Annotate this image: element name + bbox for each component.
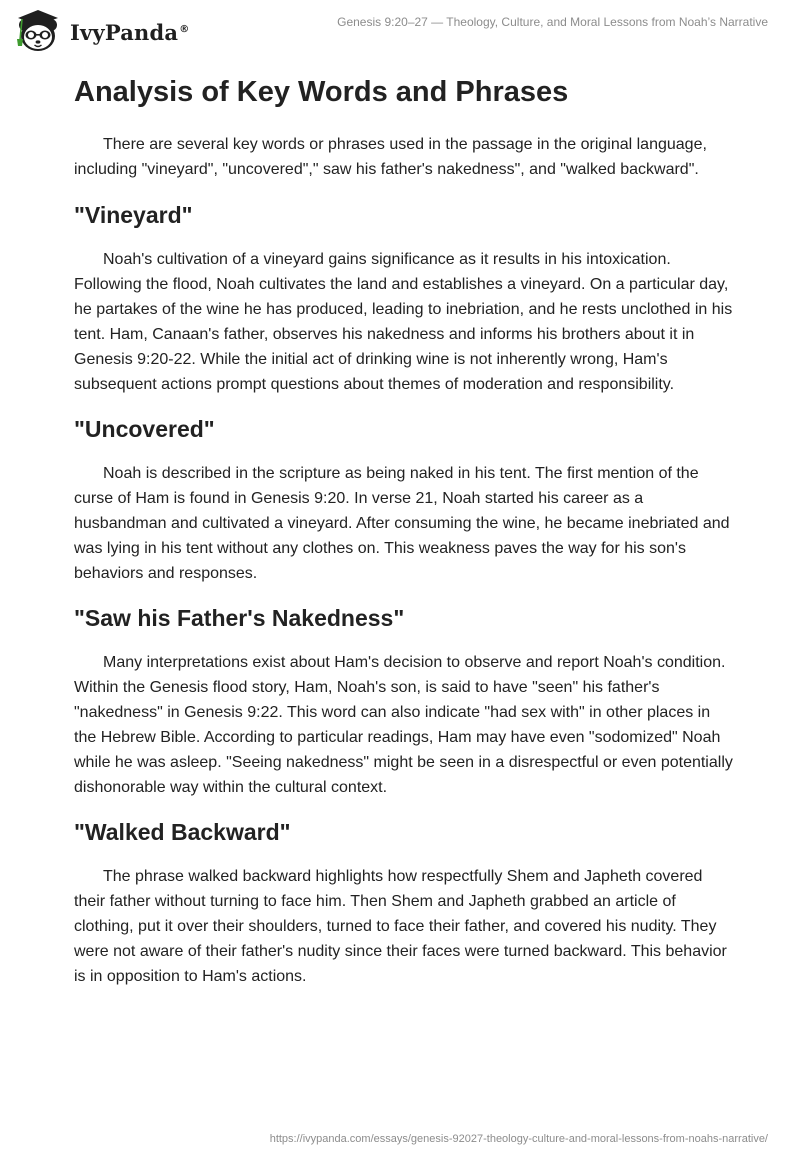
document-title: Genesis 9:20–27 — Theology, Culture, and Moral Lessons from Noah’s Narrative bbox=[337, 15, 768, 29]
panda-graduation-cap-icon bbox=[14, 8, 62, 54]
intro-paragraph: There are several key words or phrases used in the passage in the original language, including "vineyard", "uncovered"," saw his father's nakedness", and "walked backward". bbox=[74, 136, 707, 178]
source-url[interactable]: https://ivypanda.com/essays/genesis-92027-theology-culture-and-moral-lessons-from-noahs-narrative/ bbox=[269, 1133, 768, 1145]
page-header bbox=[0, 0, 800, 60]
section-heading-vineyard: "Vineyard" bbox=[74, 202, 193, 228]
article-body bbox=[74, 70, 734, 989]
section-heading-walked-backward: "Walked Backward" bbox=[74, 819, 291, 845]
registered-mark: ® bbox=[179, 23, 190, 35]
section-paragraph-walked-backward: The phrase walked backward highlights how respectfully Shem and Japheth covered their father without turning to face him. Then Shem and Japheth grabbed an article of clothing, put it over their shoulders, turned to face their father, and covered his nudity. They were not aware of their father's nudity since their faces were turned backward. This behavior is in opposition to Ham's actions. bbox=[74, 868, 727, 985]
page-title: Analysis of Key Words and Phrases bbox=[74, 76, 569, 108]
logo-wordmark bbox=[70, 20, 189, 45]
logo-name: IvyPanda bbox=[70, 19, 179, 45]
ivypanda-logo[interactable] bbox=[14, 8, 189, 54]
section-heading-uncovered: "Uncovered" bbox=[74, 416, 215, 442]
section-paragraph-vineyard: Noah's cultivation of a vineyard gains significance as it results in his intoxication. Following the flood, Noah cultivates the land and establishes a vineyard. On a particular day, he partakes of the wine he has produced, leading to inebriation, and he rests unclothed in his tent. Ham, Canaan's father, observes his nakedness and informs his brothers about it in Genesis 9:20-22. While the initial act of drinking wine is not inherently wrong, Ham's subsequent actions prompt questions about themes of moderation and responsibility. bbox=[74, 251, 733, 393]
section-heading-nakedness: "Saw his Father's Nakedness" bbox=[74, 605, 405, 631]
section-paragraph-uncovered: Noah is described in the scripture as being naked in his tent. The first mention of the curse of Ham is found in Genesis 9:20. In verse 21, Noah started his career as a husbandman and cultivated a vineyard. After consuming the wine, he became inebriated and was lying in his tent without any clothes on. This weakness paves the way for his son's behaviors and responses. bbox=[74, 465, 730, 582]
section-paragraph-nakedness: Many interpretations exist about Ham's decision to observe and report Noah's condition. Within the Genesis flood story, Ham, Noah's son, is said to have "seen" his father's "nakedness" in Genesis 9:22. This word can also indicate "had sex with" in other places in the Hebrew Bible. According to particular readings, Ham may have even "sodomized" Noah while he was asleep. "Seeing nakedness" might be seen in a disrespectful or even potentially dishonorable way within the cultural context. bbox=[74, 654, 733, 796]
